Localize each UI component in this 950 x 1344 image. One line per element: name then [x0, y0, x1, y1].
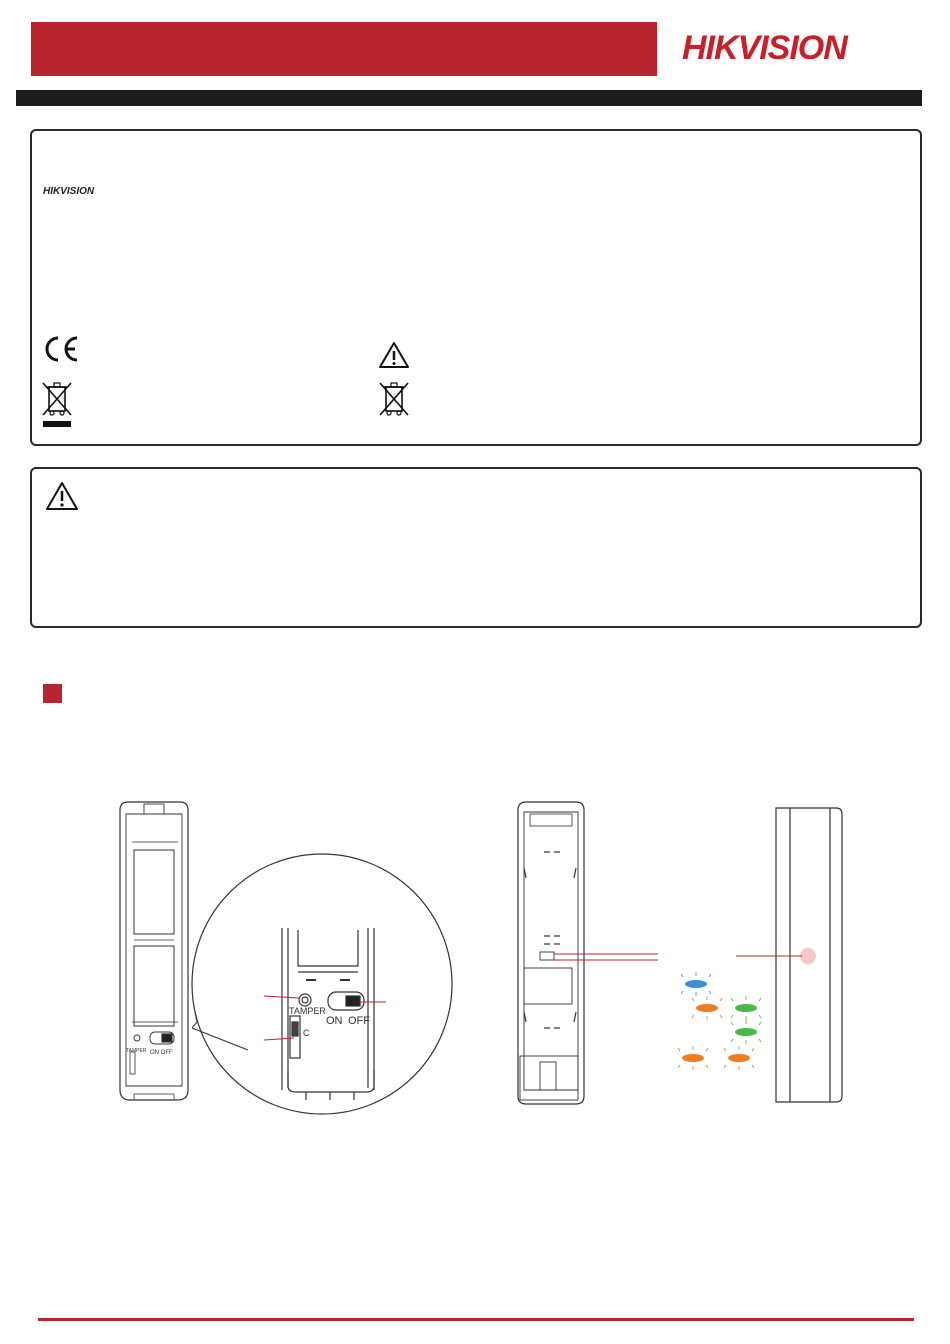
- zoom-switch-mark: C: [303, 1028, 310, 1038]
- zoom-on-label: ON: [326, 1015, 343, 1027]
- logo-hik-text: HIK: [682, 29, 738, 67]
- device-figure: [100, 790, 860, 1130]
- header-banner: [31, 22, 657, 76]
- weee-bin-icon: [40, 381, 74, 429]
- led-indicator: [800, 948, 816, 964]
- ce-mark-icon: [40, 334, 82, 364]
- led-orange-dot-3: [728, 1054, 750, 1062]
- small-tamper-label: TAMPER: [126, 1048, 147, 1054]
- small-on-off-label: ON OFF: [150, 1050, 173, 1056]
- device-front-view: [518, 802, 584, 1104]
- caution-panel: [30, 467, 922, 628]
- led-orange-dot-1: [696, 1004, 718, 1012]
- logo-vision-text: VISION: [737, 29, 847, 67]
- section-marker: [43, 684, 62, 703]
- zoom-off-label: OFF: [348, 1015, 370, 1027]
- led-green-dot-2: [735, 1028, 757, 1036]
- led-blue-dot: [685, 980, 707, 988]
- hikvision-logo: [682, 28, 847, 68]
- notice-panel: [30, 129, 922, 446]
- warning-triangle-icon: [378, 341, 410, 369]
- header-rule: [16, 90, 922, 106]
- zoom-circle: [192, 854, 452, 1114]
- caution-triangle-icon: [45, 481, 79, 511]
- zoom-tamper-label: TAMPER: [289, 1006, 326, 1016]
- small-hikvision-logo: HIKVISION: [43, 186, 95, 197]
- led-legend: [678, 972, 761, 1070]
- led-green-dot-1: [735, 1004, 757, 1012]
- led-orange-dot-2: [682, 1054, 704, 1062]
- footer-rule: [38, 1318, 914, 1321]
- battery-bin-icon: [377, 381, 411, 417]
